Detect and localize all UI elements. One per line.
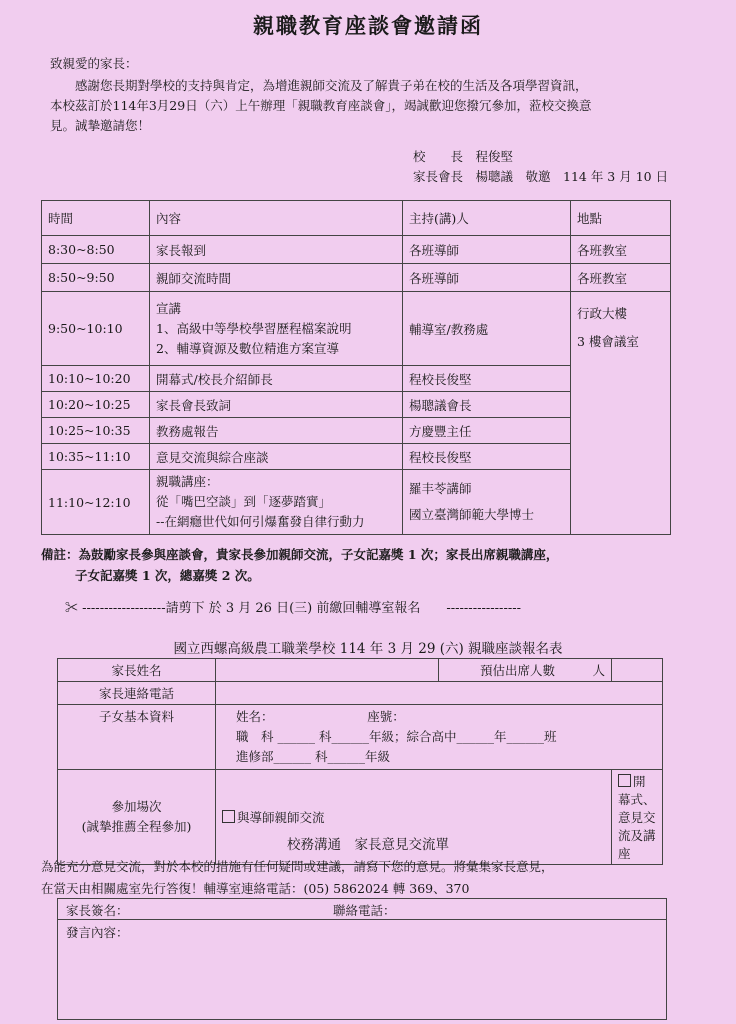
row-host: 楊聰議會長 (403, 392, 571, 418)
schedule-table (41, 200, 671, 535)
header-location: 地點 (571, 201, 671, 236)
row-content: 意見交流與綜合座談 (150, 444, 403, 470)
feedback-title: 校務溝通 家長意見交流單 (287, 837, 449, 853)
option-label: 開幕式、意見交流及講座 (618, 774, 656, 861)
row-content: 教務處報告 (150, 418, 403, 444)
child-info-line: 職 科 ______ 科______年級；綜合高中______年______班 (236, 729, 557, 744)
row-time: 9:50~10:10 (42, 292, 150, 366)
feedback-line: 為能充分意見交流，對於本校的措施有任何疑問或建議，請寫下您的意見。將彙集家長意見， (41, 859, 554, 874)
parent-name-label: 家長姓名 (58, 659, 216, 682)
host-line: 羅丰苓講師 (409, 481, 472, 496)
parent-name-field[interactable] (216, 659, 439, 682)
attendee-count-label: 預估出席人數 人 (439, 659, 612, 682)
location-line: 行政大樓 (577, 306, 628, 321)
form-row (58, 682, 663, 705)
content-line: 1、高級中等學校學習歷程檔案說明 (156, 320, 352, 336)
row-time: 8:50~9:50 (42, 264, 150, 292)
parent-phone-field[interactable] (216, 682, 663, 705)
table-row (42, 292, 671, 366)
parent-signature-label: 家長簽名： (66, 903, 129, 918)
table-row (42, 264, 671, 292)
invitation-body (50, 76, 690, 136)
content-line: 從「嘴巴空談」到「逐夢踏實」 (156, 494, 332, 509)
header-content: 內容 (150, 201, 403, 236)
schedule-header-row (42, 201, 671, 236)
child-info-line: 進修部______ 科______年級 (236, 749, 390, 764)
child-info-field[interactable] (216, 705, 663, 770)
table-row (42, 236, 671, 264)
form-row (58, 705, 663, 770)
body-line: 感謝您長期對學校的支持與肯定，為增進親師交流及了解貴子弟在校的生活及各項學習資訊， (50, 78, 588, 93)
row-time: 10:20~10:25 (42, 392, 150, 418)
host-line: 國立臺灣師範大學博士 (409, 507, 535, 522)
registration-title: 國立西螺高級農工職業學校 114 年 3 月 29 (六) 親職座談報名表 (173, 641, 563, 657)
row-content (150, 470, 403, 535)
row-host: 程校長俊堅 (403, 444, 571, 470)
location-cell (571, 292, 671, 535)
attendee-count-field[interactable] (612, 659, 663, 682)
content-line: --在網癮世代如何引爆奮發自律行動力 (156, 514, 365, 529)
checkbox[interactable] (222, 810, 235, 823)
form-row (58, 659, 663, 682)
statement-content-label: 發言內容： (66, 925, 129, 940)
remark-note: 備註：為鼓勵家長參與座談會，貴家長參加親師交流，子女記嘉獎 1 次；家長出席親職講座， (41, 547, 559, 562)
body-line: 見。誠摯邀請您！ (50, 118, 151, 133)
feedback-form[interactable] (57, 898, 667, 1020)
body-line: 本校茲訂於114年3月29日（六）上午辦理「親職教育座談會」，竭誠歡迎您撥冗參加，蒞校交換意 (50, 98, 592, 113)
child-info-line: 姓名： 座號： (236, 709, 405, 724)
header-time: 時間 (42, 201, 150, 236)
greeting: 致親愛的家長： (50, 56, 138, 71)
row-content: 家長會長致詞 (150, 392, 403, 418)
row-time: 10:25~10:35 (42, 418, 150, 444)
row-content (150, 292, 403, 366)
row-host: 程校長俊堅 (403, 366, 571, 392)
location-line: 3 樓會議室 (577, 334, 639, 349)
row-time: 10:10~10:20 (42, 366, 150, 392)
signature-chair: 家長會長 楊聰議 敬邀 114 年 3 月 10 日 (413, 169, 669, 184)
session-label-line: (誠摯推薦全程參加) (81, 819, 192, 834)
cut-line: ✂ -------------------請剪下 於 3 月 26 日(三) 前繳回輔導室報名 ----------------- (65, 601, 522, 616)
parent-phone-label: 家長連絡電話 (58, 682, 216, 705)
divider (58, 919, 666, 920)
header-host: 主持(講)人 (403, 201, 571, 236)
contact-phone-label: 聯絡電話： (333, 903, 396, 918)
child-info-label: 子女基本資料 (58, 705, 216, 770)
remark-note-cont: 子女記嘉獎 1 次，總嘉獎 2 次。 (75, 568, 260, 583)
row-host: 各班導師 (403, 236, 571, 264)
row-host: 方慶豐主任 (403, 418, 571, 444)
checkbox[interactable] (618, 774, 631, 787)
signature-principal: 校 長 程俊堅 (413, 149, 514, 164)
row-host: 各班導師 (403, 264, 571, 292)
option-label: 與導師親師交流 (237, 810, 325, 825)
page-title: 親職教育座談會邀請函 (253, 13, 483, 38)
feedback-intro (41, 856, 554, 900)
row-content: 開幕式/校長介紹師長 (150, 366, 403, 392)
row-time: 8:30~8:50 (42, 236, 150, 264)
location-cell: 各班教室 (571, 264, 671, 292)
row-time: 11:10~12:10 (42, 470, 150, 535)
row-content: 親師交流時間 (150, 264, 403, 292)
location-cell: 各班教室 (571, 236, 671, 264)
content-line: 親職講座： (156, 474, 219, 489)
row-host (403, 470, 571, 535)
session-label-line: 參加場次 (111, 799, 162, 814)
row-time: 10:35~11:10 (42, 444, 150, 470)
row-host: 輔導室/教務處 (403, 292, 571, 366)
feedback-line: 在當天由相關處室先行答復！輔導室連絡電話：(05) 5862024 轉 369、370 (41, 881, 470, 896)
content-line: 2、輔導資源及數位精進方案宣導 (156, 340, 339, 356)
content-line: 宣講 (156, 300, 182, 316)
row-content: 家長報到 (150, 236, 403, 264)
